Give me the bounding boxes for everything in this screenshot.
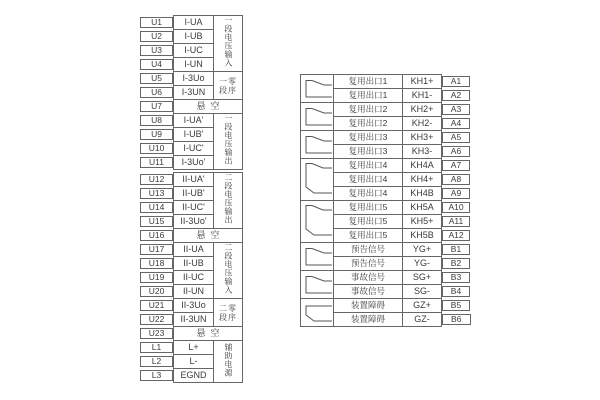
changeover-contact-icon [302,160,332,199]
function-label-cell: 复用出口3 [334,131,403,145]
group-label: 辅助电源 [224,342,233,377]
signal-cell: I-UA [174,16,214,30]
terminal-cell [140,299,174,313]
output-contact-terminal-table [300,74,471,327]
table-row [140,173,243,187]
signal-cell: L- [174,355,214,369]
function-label-cell: 复用出口5 [334,215,403,229]
group-label-line: 段序 [219,85,237,95]
terminal-cell [442,103,471,117]
table-row [301,103,471,117]
table-row [140,72,243,86]
terminal-box: B4 [442,286,470,297]
terminal-box: B6 [442,314,471,325]
group-label-cell [214,341,243,383]
no-contact-icon [302,244,332,270]
terminal-box: U15 [140,216,173,227]
signal-cell: I-3UN [174,86,214,100]
table-row [301,243,471,257]
relay-symbol-cell [301,75,334,103]
terminal-box: A6 [442,146,470,157]
terminal-cell [442,257,471,271]
group-label-line: 段序 [219,312,237,322]
signal-code-cell: GZ- [403,313,442,327]
group-label-line: 二零 [219,303,237,313]
table-row [301,75,471,89]
table-row [301,271,471,285]
group-label-cell [214,72,243,100]
function-label-cell: 复用出口4 [334,187,403,201]
function-label-cell: 装置障碍 [334,313,403,327]
signal-code-cell: KH3- [403,145,442,159]
terminal-box: U5 [140,73,173,84]
group-label-cell [214,16,243,72]
function-label-cell: 复用出口1 [334,89,403,103]
terminal-box: U4 [140,59,173,70]
terminal-cell [442,243,471,257]
terminal-cell [442,159,471,173]
relay-symbol-cell [301,271,334,299]
terminal-cell [140,58,174,72]
terminal-box: U1 [140,17,173,28]
terminal-box: U8 [140,115,173,126]
no-contact-icon [302,272,332,298]
signal-cell: I-UA' [174,114,214,128]
terminal-box: A1 [442,76,470,87]
terminal-box: U18 [140,258,173,269]
table-row [301,159,471,173]
voltage-terminal-table-section2 [140,172,243,383]
terminal-box: U22 [140,314,173,325]
signal-cell: II-UB [174,257,214,271]
function-label-cell: 复用出口1 [334,75,403,89]
changeover-contact-icon [302,202,332,241]
signal-cell: I-UB [174,30,214,44]
terminal-cell [140,114,174,128]
signal-cell: EGND [174,369,214,383]
terminal-box: U11 [140,157,173,168]
terminal-cell [442,313,471,327]
terminal-cell [140,215,174,229]
terminal-box: U3 [140,45,173,56]
terminal-box: A5 [442,132,470,143]
function-label-cell: 事故信号 [334,285,403,299]
relay-symbol-cell [301,243,334,271]
terminal-cell [140,44,174,58]
table-row [301,131,471,145]
no-contact-icon [302,76,332,102]
function-label-cell: 复用出口4 [334,159,403,173]
signal-cell: 悬空 [174,100,243,114]
function-label-cell: 事故信号 [334,271,403,285]
terminal-box: U14 [140,202,173,213]
terminal-cell [140,16,174,30]
terminal-box: U20 [140,286,173,297]
terminal-box: A2 [442,90,470,101]
function-label-cell: 复用出口5 [334,201,403,215]
group-label [214,304,242,322]
signal-cell: II-UC' [174,201,214,215]
relay-symbol-cell [301,201,334,243]
group-label-cell [214,173,243,229]
function-label-cell: 预告信号 [334,243,403,257]
signal-code-cell: SG+ [403,271,442,285]
terminal-cell [140,142,174,156]
table-row [140,299,243,313]
signal-code-cell: SG- [403,285,442,299]
terminal-cell [442,215,471,229]
signal-code-cell: KH4+ [403,173,442,187]
terminal-cell [140,100,174,114]
signal-code-cell: KH3+ [403,131,442,145]
function-label-cell: 复用出口4 [334,173,403,187]
terminal-box: A10 [442,202,470,213]
terminal-box: U21 [140,300,173,311]
signal-cell: 悬空 [174,327,243,341]
group-label: 二段电压输出 [224,173,233,224]
no-contact-icon [302,132,332,158]
signal-cell: II-UN [174,285,214,299]
terminal-box: A11 [442,216,470,227]
signal-code-cell: YG+ [403,243,442,257]
terminal-cell [442,145,471,159]
terminal-box: U9 [140,129,173,140]
group-label-cell [214,299,243,327]
group-label: 二段电压输入 [224,243,233,294]
terminal-cell [140,201,174,215]
terminal-cell [442,89,471,103]
group-label [214,77,242,95]
signal-code-cell: GZ+ [403,299,442,313]
table-row [140,229,243,243]
terminal-cell [140,355,174,369]
signal-code-cell: KH5+ [403,215,442,229]
terminal-box: A12 [442,230,470,241]
relay-symbol-cell [301,103,334,131]
terminal-cell [140,257,174,271]
signal-cell: II-3Uo [174,299,214,313]
terminal-cell [140,341,174,355]
terminal-cell [140,86,174,100]
terminal-box: B2 [442,258,470,269]
terminal-cell [140,327,174,341]
table-row [140,327,243,341]
terminal-cell [442,285,471,299]
table-row [140,341,243,355]
signal-cell: II-3Uo' [174,215,214,229]
terminal-box: B5 [442,300,470,311]
terminal-box: L3 [140,370,173,381]
terminal-box: U13 [140,188,173,199]
terminal-cell [442,117,471,131]
function-label-cell: 预告信号 [334,257,403,271]
terminal-cell [140,128,174,142]
table-row [140,16,243,30]
terminal-cell [442,271,471,285]
terminal-cell [442,131,471,145]
relay-symbol-cell [301,299,334,327]
terminal-cell [140,30,174,44]
terminal-cell [140,173,174,187]
terminal-cell [442,229,471,243]
terminal-cell [140,271,174,285]
table-row [301,201,471,215]
signal-code-cell: KH2+ [403,103,442,117]
terminal-box: U2 [140,31,173,42]
function-label-cell: 复用出口5 [334,229,403,243]
terminal-box: L1 [140,342,173,353]
terminal-box: A9 [442,188,470,199]
terminal-box: U7 [140,101,173,112]
signal-cell: I-3Uo [174,72,214,86]
terminal-box: U10 [140,143,173,154]
signal-code-cell: KH5A [403,201,442,215]
terminal-cell [442,201,471,215]
group-label: 一段电压输出 [224,114,233,165]
terminal-box: B3 [442,272,470,283]
function-label-cell: 复用出口3 [334,145,403,159]
terminal-box: A7 [442,160,470,171]
terminal-box: U19 [140,272,173,283]
terminal-box: A3 [442,104,470,115]
terminal-box: U12 [140,174,173,185]
terminal-box: A8 [442,174,470,185]
terminal-box: B1 [442,244,470,255]
signal-cell: I-UC' [174,142,214,156]
voltage-terminal-table-section1 [140,15,243,170]
signal-cell: II-UB' [174,187,214,201]
signal-code-cell: KH4A [403,159,442,173]
signal-cell: I-UB' [174,128,214,142]
group-label-cell [214,114,243,170]
signal-code-cell: KH5B [403,229,442,243]
terminal-cell [442,299,471,313]
signal-code-cell: YG- [403,257,442,271]
signal-cell: I-UN [174,58,214,72]
function-label-cell: 装置障碍 [334,299,403,313]
signal-cell: I-UC [174,44,214,58]
terminal-cell [140,229,174,243]
no-contact-icon [302,104,332,130]
function-label-cell: 复用出口2 [334,117,403,131]
signal-code-cell: KH1- [403,89,442,103]
terminal-box: L2 [140,356,173,367]
terminal-cell [442,187,471,201]
terminal-cell [140,243,174,257]
terminal-cell [140,187,174,201]
signal-code-cell: KH4B [403,187,442,201]
terminal-cell [140,72,174,86]
nc-contact-icon [302,300,332,326]
group-label: 一段电压输入 [224,16,233,67]
terminal-box: U16 [140,230,173,241]
terminal-cell [140,285,174,299]
relay-symbol-cell [301,159,334,201]
terminal-cell [140,313,174,327]
terminal-cell [140,156,174,170]
signal-cell: II-UC [174,271,214,285]
table-row [140,114,243,128]
table-row [140,243,243,257]
terminal-box: A4 [442,118,470,129]
signal-cell: II-UA' [174,173,214,187]
relay-symbol-cell [301,131,334,159]
terminal-cell [140,369,174,383]
signal-code-cell: KH1+ [403,75,442,89]
terminal-box: U23 [140,328,173,339]
terminal-box: U17 [140,244,173,255]
signal-cell: I-3Uo' [174,156,214,170]
signal-cell: II-3UN [174,313,214,327]
terminal-cell [442,75,471,89]
table-row [301,299,471,313]
table-row [140,100,243,114]
function-label-cell: 复用出口2 [334,103,403,117]
signal-cell: 悬空 [174,229,243,243]
signal-cell: II-UA [174,243,214,257]
signal-cell: L+ [174,341,214,355]
terminal-cell [442,173,471,187]
signal-code-cell: KH2- [403,117,442,131]
terminal-box: U6 [140,87,173,98]
group-label-line: 一零 [219,76,237,86]
group-label-cell [214,243,243,299]
